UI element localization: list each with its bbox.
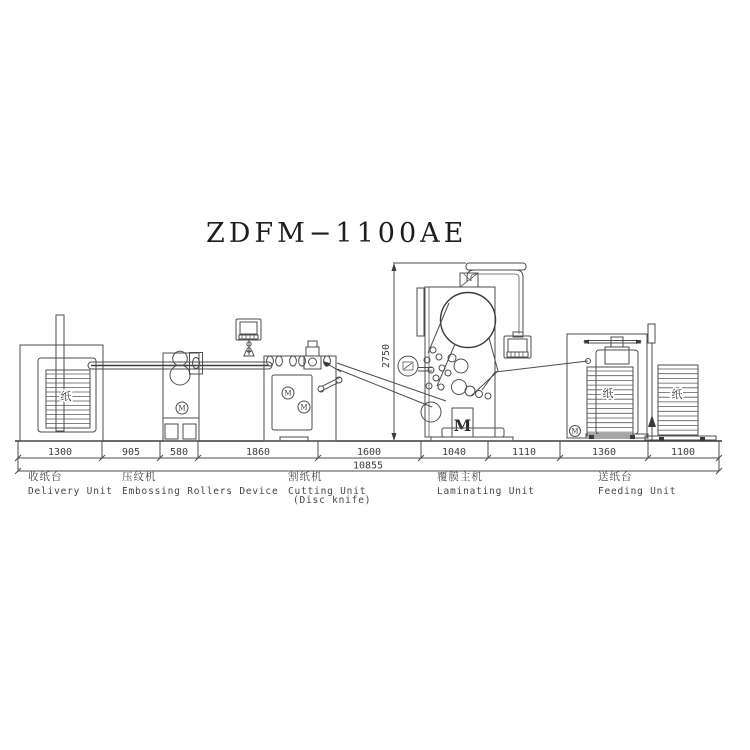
cutting-console-monitor: [236, 319, 261, 356]
cutting-label-en2: (Disc knife): [293, 495, 372, 506]
feeder-paper-stack: [587, 367, 633, 436]
embossing-bottom-roller: [170, 365, 190, 385]
feeding-unit-drawing: [567, 324, 656, 441]
cutting-motor-2-label: M: [300, 403, 308, 412]
roller-cluster: [424, 347, 491, 399]
cutting-body: [264, 356, 336, 441]
monitor-key-ticks: [242, 335, 254, 339]
laminating-drum: [441, 293, 496, 348]
laminating-label-zh: 覆膜主机: [437, 471, 483, 483]
delivery-label-en: Delivery Unit: [28, 486, 113, 497]
feeder-pallet-foot-1: [589, 435, 594, 439]
pull-roller: [421, 402, 441, 422]
cutting-roller-1: [267, 356, 274, 366]
sheet-path-lines: [337, 363, 446, 407]
laminating-monitor-screen: [508, 339, 527, 352]
link-rod: [320, 377, 340, 391]
laminating-motor-label: M: [453, 416, 472, 435]
laminating-monitor-keys: [507, 352, 528, 357]
feeder-traverse-bar: [584, 341, 641, 344]
dimension-table: [15, 441, 722, 474]
embossing-label-en: Embossing Rollers Device: [122, 486, 279, 497]
station-labels: [28, 470, 676, 506]
feeding-label-zh: 送纸台: [598, 471, 633, 483]
cutting-label-zh: 割纸机: [288, 471, 323, 483]
cutting-label-en: Cutting Unit: [288, 486, 367, 497]
jack-symbol: [648, 415, 656, 427]
dim-1100: 1100: [670, 447, 696, 458]
embossing-foot-right: [183, 424, 196, 439]
cutting-unit-drawing: [264, 341, 446, 441]
laminating-label-en: Laminating Unit: [437, 486, 535, 497]
arm-top-plate: [466, 263, 526, 270]
cutting-roller-3: [290, 356, 297, 366]
film-roll-holder: [417, 288, 424, 336]
spare-pallet-foot-2: [700, 437, 705, 441]
embossing-side-box: [190, 353, 203, 375]
feeder-motor-label: M: [571, 427, 579, 436]
dim-1110: 1110: [511, 447, 537, 458]
callout-blade: [404, 363, 412, 369]
cutting-inner-panel: [272, 375, 312, 430]
dim-580: 580: [169, 447, 189, 458]
feeder-paper-lines: [587, 371, 633, 432]
dim-1600: 1600: [356, 447, 382, 458]
spare-paper-label: 纸: [671, 388, 683, 401]
suction-head-top: [611, 337, 623, 347]
laminating-monitor-key-ticks: [511, 352, 523, 357]
dim-1300: 1300: [47, 447, 73, 458]
diagram-title: ZDFM−1100AE: [206, 218, 468, 249]
dim-1040: 1040: [441, 447, 467, 458]
spare-stack-drawing: [645, 365, 716, 441]
embossing-label-zh: 压纹机: [122, 471, 157, 483]
delivery-paper-label: 纸: [60, 390, 72, 403]
embossing-foot-left: [165, 424, 178, 439]
embossing-motor-label: M: [178, 404, 186, 413]
delivery-label-zh: 收纸台: [28, 471, 63, 483]
detail-callout: [398, 356, 432, 376]
feed-path-line: [482, 361, 588, 390]
feeding-label-en: Feeding Unit: [598, 486, 677, 497]
dim-1860: 1860: [245, 447, 271, 458]
cutting-motor-1-label: M: [284, 389, 292, 398]
height-dim-arrow-bottom: [392, 433, 397, 441]
laminating-unit-drawing: [398, 263, 591, 441]
embossing-side-roller: [193, 358, 200, 369]
disc-knife-holder: [306, 347, 319, 356]
embossing-unit-drawing: [163, 351, 203, 441]
height-dim-label: 2750: [381, 343, 392, 369]
disc-knife-top: [308, 341, 317, 347]
disc-knife-blade: [309, 358, 317, 366]
delivery-pole: [56, 315, 64, 431]
delivery-unit-drawing: [20, 315, 103, 441]
dim-1360: 1360: [591, 447, 617, 458]
height-dim-arrow-top: [392, 263, 397, 271]
dim-905: 905: [121, 447, 141, 458]
laminating-body: [425, 287, 495, 437]
spare-pallet-foot-1: [659, 437, 664, 441]
side-guide-post: [648, 324, 655, 343]
feeder-paper-label: 纸: [602, 387, 614, 400]
dim-total-10855: 10855: [352, 460, 384, 472]
spare-pallet: [645, 436, 716, 440]
film-mount-cross: [460, 273, 478, 287]
monitor-screen: [240, 322, 257, 334]
cutting-roller-2: [276, 356, 283, 366]
feeder-pallet-foot-2: [630, 435, 635, 439]
